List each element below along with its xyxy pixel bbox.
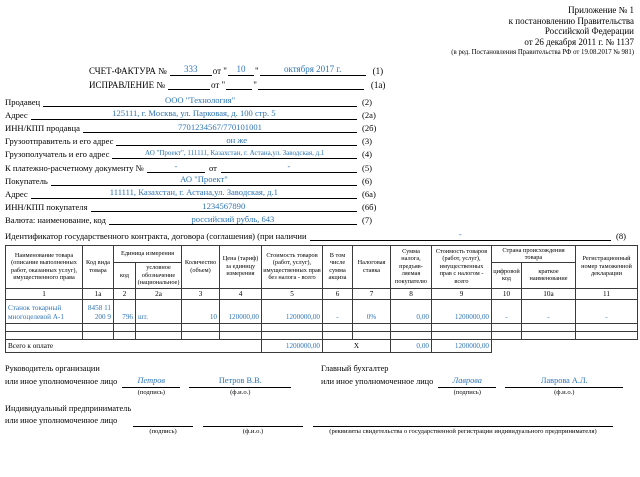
head-title: Руководитель организации xyxy=(5,363,100,373)
edition-note: (в ред. Постановления Правительства РФ от 19.08.2017 № 981) xyxy=(451,49,634,57)
field-value: он же xyxy=(116,135,357,147)
col-num: 2 xyxy=(114,288,136,299)
field-buyer-inn xyxy=(5,199,383,212)
field-code: (2а) xyxy=(362,109,376,120)
invoice-day-field: 10 xyxy=(228,64,254,76)
header-country-code: цифровой код xyxy=(492,263,522,288)
cell-country-name: - xyxy=(522,299,576,323)
total-row xyxy=(6,339,638,352)
cell-excise: - xyxy=(323,299,353,323)
field-value: АО "Проект", 111111, Казахстан, г. Астана,ул. Заводская, д.1 xyxy=(112,149,357,160)
field-value: АО "Проект" xyxy=(51,174,357,186)
entrepreneur-signature-value xyxy=(133,404,193,427)
requisites-form xyxy=(5,93,383,225)
entrepreneur-signature-field xyxy=(133,404,193,436)
field-label: Адрес xyxy=(5,109,28,120)
col-num: 9 xyxy=(432,288,492,299)
appendix-block xyxy=(5,5,636,57)
field-mid-label: от xyxy=(208,162,217,173)
col-num: 8 xyxy=(391,288,432,299)
header-amount-with-tax: Стоимость товаров (работ, услуг), имущественных прав с налогом - всего xyxy=(432,245,492,288)
signature-caption: (подпись) xyxy=(137,388,165,396)
field-buyer-address xyxy=(5,186,383,199)
cell-country-code: - xyxy=(492,299,522,323)
field-label: К платежно-расчетному документу № xyxy=(5,162,144,173)
header-country-group: Страна происхождения товара xyxy=(492,245,576,263)
line-code: (1а) xyxy=(370,80,386,91)
col-num: 6 xyxy=(323,288,353,299)
col-num: 1а xyxy=(83,288,114,299)
field-label: Адрес xyxy=(5,188,28,199)
invoice-number-row xyxy=(89,62,391,76)
from-label: от " xyxy=(210,80,226,91)
field-code: (5) xyxy=(362,162,373,173)
appendix-line: к постановлению Правительства xyxy=(508,15,634,26)
accountant-name-field xyxy=(505,376,623,397)
field-shipper xyxy=(5,133,383,146)
total-amount-no-tax: 1200000,00 xyxy=(262,339,323,352)
field-payment-doc xyxy=(5,159,383,172)
head-name-value: Петров В.В. xyxy=(189,376,291,388)
header-unit-symbol: условное обозначение (национальное) xyxy=(136,263,182,288)
signatures-section xyxy=(5,364,636,397)
field-code: (7) xyxy=(362,215,373,226)
quote-mark: " xyxy=(253,80,257,91)
field-value: 7701234567/770101001 xyxy=(83,122,357,134)
entrepreneur-section xyxy=(5,404,636,436)
entrepreneur-name-field xyxy=(203,404,303,436)
field-value: 125111, г. Москва, ул. Парковая, д. 100 стр. 5 xyxy=(31,108,357,120)
field-seller-address xyxy=(5,107,383,120)
header-tax-amount: Сумма налога, предъявляемая покупателю xyxy=(391,245,432,288)
cell-product-type-code: 8458 11 200 9 xyxy=(83,299,114,323)
field-value: - xyxy=(310,229,611,241)
field-code: (2б) xyxy=(362,123,377,134)
header-quantity: Количество (объем) xyxy=(182,245,220,288)
head-signature-line xyxy=(5,376,321,397)
header-excise: В том числе сумма акциза xyxy=(323,245,353,288)
col-num: 2а xyxy=(136,288,182,299)
cell-tax-rate: 0% xyxy=(353,299,391,323)
field-code: (6) xyxy=(362,175,373,186)
field-value: 111111, Казахстан, г. Астана,ул. Заводская, д.1 xyxy=(31,187,357,199)
name-caption: (ф.и.о.) xyxy=(554,388,575,396)
field-value: - xyxy=(221,161,357,173)
field-code: (6б) xyxy=(362,202,377,213)
accountant-signature-value: Лаврова xyxy=(438,376,496,388)
name-caption: (ф.и.о.) xyxy=(242,427,264,435)
quote-mark: " xyxy=(254,66,259,77)
header-unit-group: Единица измерения xyxy=(114,245,182,263)
field-code: (3) xyxy=(362,136,373,147)
field-label: Продавец xyxy=(5,96,41,107)
field-code: (8) xyxy=(616,230,627,241)
field-gov-contract xyxy=(5,227,637,240)
field-code: (4) xyxy=(362,149,373,160)
invoice-number-field: 333 xyxy=(170,64,212,76)
invoice-label: СЧЕТ-ФАКТУРА № xyxy=(89,66,167,77)
total-label: Всего к оплате xyxy=(6,339,262,352)
cell-unit-symbol: шт. xyxy=(136,299,182,323)
head-signature-value: Петров xyxy=(122,376,180,388)
header-customs-declaration: Регистрационный номер таможенной декларации xyxy=(576,245,638,288)
field-consignee xyxy=(5,146,383,159)
head-title-2: или иное уполномоченное лицо xyxy=(5,376,118,386)
field-label: Идентификатор государственного контракта, договора (соглашения) (при наличии xyxy=(5,230,307,241)
cell-amount-with-tax: 1200000,00 xyxy=(432,299,492,323)
cell-unit-code: 796 xyxy=(114,299,136,323)
field-label: Покупатель xyxy=(5,175,48,186)
line-code: (1) xyxy=(372,66,384,77)
header-product-type-code: Код вида товара xyxy=(83,245,114,288)
signature-caption: (подпись) xyxy=(149,427,177,435)
field-seller xyxy=(5,93,383,106)
entrepreneur-line xyxy=(5,404,636,436)
header-item-name: Наименование товара (описание выполненных работ, оказанных услуг), имущественного права xyxy=(6,245,83,288)
table-header xyxy=(6,245,638,299)
col-num: 4 xyxy=(220,288,262,299)
field-label: ИНН/КПП покупателя xyxy=(5,202,88,213)
accountant-signature-line xyxy=(321,376,636,397)
field-label: ИНН/КПП продавца xyxy=(5,123,80,134)
field-label: Грузополучатель и его адрес xyxy=(5,149,110,160)
signature-caption: (подпись) xyxy=(453,388,481,396)
table-row xyxy=(6,299,638,323)
head-signature-field xyxy=(122,376,180,397)
head-name-field xyxy=(189,376,291,397)
appendix-line: Российской Федерации xyxy=(544,26,634,37)
field-code: (2) xyxy=(362,96,373,107)
field-value: 1234567890 xyxy=(91,201,357,213)
accountant-title: Главный бухгалтер xyxy=(321,363,389,373)
name-caption: (ф.и.о.) xyxy=(230,388,251,396)
col-num: 10а xyxy=(522,288,576,299)
col-num: 11 xyxy=(576,288,638,299)
accountant-name-value: Лаврова А.Л. xyxy=(505,376,623,388)
header-amount-no-tax: Стоимость товаров (работ, услуг), имущественных прав без налога - всего xyxy=(262,245,323,288)
field-value: - xyxy=(147,161,205,173)
cell-customs-declaration: - xyxy=(576,299,638,323)
accountant-signature-field xyxy=(438,376,496,397)
cell-tax-amount: 0,00 xyxy=(391,299,432,323)
appendix-line: от 26 декабря 2011 г. № 1137 xyxy=(524,36,634,47)
field-value: ООО "Технология" xyxy=(43,95,357,107)
field-label: Валюта: наименование, код xyxy=(5,215,106,226)
title-block xyxy=(89,62,391,90)
total-x-mark: X xyxy=(323,339,391,352)
accountant-title-2: или иное уполномоченное лицо xyxy=(321,376,434,386)
correction-number-field xyxy=(168,78,210,90)
col-num: 1 xyxy=(6,288,83,299)
total-amount-with-tax: 1200000,00 xyxy=(432,339,492,352)
field-currency xyxy=(5,212,383,225)
header-country-name: краткое наименование xyxy=(522,263,576,288)
correction-day-field xyxy=(226,78,252,90)
field-label: Грузоотправитель и его адрес xyxy=(5,136,114,147)
registration-caption: (реквизиты свидетельства о государственной регистрации индивидуального предпринимателя) xyxy=(329,427,597,435)
entrepreneur-title-2: или иное уполномоченное лицо xyxy=(5,415,118,425)
entrepreneur-name-value xyxy=(203,404,303,427)
items-table xyxy=(5,245,638,353)
correction-row xyxy=(89,76,391,90)
field-buyer xyxy=(5,173,383,186)
field-value: российский рубль, 643 xyxy=(109,214,357,226)
col-num: 7 xyxy=(353,288,391,299)
col-num: 3 xyxy=(182,288,220,299)
header-price: Цена (тариф) за единицу измерения xyxy=(220,245,262,288)
from-label: от " xyxy=(212,66,227,77)
field-seller-inn xyxy=(5,120,383,133)
correction-label: ИСПРАВЛЕНИЕ № xyxy=(89,80,165,91)
cell-item-name: Станок токарный многоцелевой А-1 xyxy=(6,299,83,323)
head-signature-block xyxy=(5,364,321,397)
entrepreneur-labels xyxy=(5,404,133,428)
entrepreneur-registration-field xyxy=(313,404,613,436)
empty-row xyxy=(6,323,638,331)
header-unit-code: код xyxy=(114,263,136,288)
gov-contract-line xyxy=(5,227,637,240)
cell-price: 120000,00 xyxy=(220,299,262,323)
col-num: 10 xyxy=(492,288,522,299)
column-numbering-row xyxy=(6,288,638,299)
cell-quantity: 10 xyxy=(182,299,220,323)
field-code: (6а) xyxy=(362,188,376,199)
correction-date-field xyxy=(258,78,364,90)
appendix-line: Приложение № 1 xyxy=(568,5,634,15)
cell-amount-no-tax: 1200000,00 xyxy=(262,299,323,323)
col-num: 5 xyxy=(262,288,323,299)
accountant-signature-block xyxy=(321,364,636,397)
entrepreneur-registration-value xyxy=(313,404,613,427)
invoice-date-field: октября 2017 г. xyxy=(260,64,366,76)
entrepreneur-title: Индивидуальный предприниматель xyxy=(5,403,132,413)
empty-row xyxy=(6,331,638,339)
total-tax-amount: 0,00 xyxy=(391,339,432,352)
header-tax-rate: Налоговая ставка xyxy=(353,245,391,288)
